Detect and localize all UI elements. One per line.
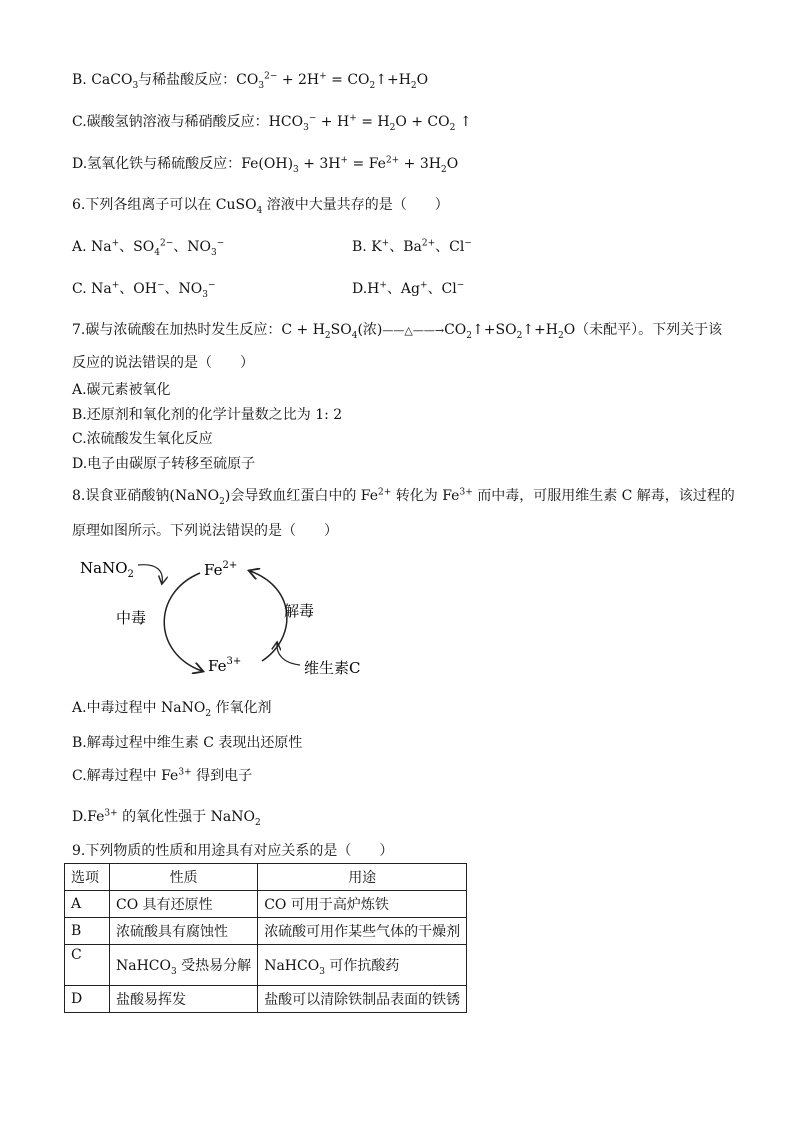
q8-option-b: B.解毒过程中维生素 C 表现出还原性 <box>72 735 303 751</box>
q8-stem: 8.误食亚硝酸钠(NaNO$_2$)会导致血红蛋白中的 $Fe^{2+}$ 转化为 $Fe^{3+}$ 而中毒，可服用维生素 C 解毒，该过程的 <box>72 487 735 507</box>
poisoning-arc <box>164 573 202 671</box>
header-option: 选项 <box>65 864 110 891</box>
poison-label: 中毒 <box>116 609 147 627</box>
q6-option-d: D.H+、Ag+、Cl− <box>352 280 465 297</box>
table-row <box>65 945 467 986</box>
fe2-label: $Fe^{2+}$ <box>204 560 238 579</box>
q5-option-b: B. CaCO$_3$与稀盐酸反应：$CO_3^{2-} + 2H^+$ = $CO_2↑+H_2O$ <box>72 71 429 91</box>
row-option: D <box>65 986 110 1013</box>
q7-option-b: B.还原剂和氧化剂的化学计量数之比为 1: 2 <box>72 407 343 423</box>
vitc-arrow <box>277 643 300 665</box>
q9-table <box>64 863 467 1013</box>
q6-option-c: C. Na+、OH−、$NO_3^-$ <box>72 280 216 300</box>
row-use: 盐酸可以清除铁制品表面的铁锈 <box>258 986 467 1013</box>
row-property: 浓硫酸具有腐蚀性 <box>110 918 258 945</box>
q8-option-d: $D.Fe^{3+}$ 的氧化性强于 NaNO$_2$ <box>72 808 261 828</box>
q7-stem-line2: 反应的说法错误的是（ ） <box>72 355 254 371</box>
vitc-label: 维生素C <box>304 659 361 677</box>
q7-stem: 7.碳与浓硫酸在加热时发生反应：$C + H_2SO_4$(浓)$——\triangle——\to CO_2↑+SO_2↑+H_2O$（未配平）。下列关于该 <box>72 322 723 341</box>
detox-label: 解毒 <box>284 602 315 620</box>
table-row <box>65 891 467 918</box>
row-property: CO 具有还原性 <box>110 891 258 918</box>
row-use: 浓硫酸可用作某些气体的干燥剂 <box>258 918 467 945</box>
header-property: 性质 <box>110 864 258 891</box>
row-property: NaHCO$_3$ 受热易分解 <box>110 945 258 986</box>
table-header-row <box>65 864 467 891</box>
q8-stem-line2: 原理如图所示。下列说法错误的是（ ） <box>72 523 338 539</box>
q7-option-a: A.碳元素被氧化 <box>72 382 171 398</box>
row-option: C <box>65 945 110 986</box>
table-row <box>65 986 467 1013</box>
q6-stem: 6.下列各组离子可以在 CuSO$_4$ 溶液中大量共存的是（ ） <box>72 197 449 216</box>
q5-option-d: D.氢氧化铁与稀硫酸反应：$Fe(OH)_3 + 3H^+ = Fe^{2+} + 3H_2O$ <box>72 155 459 175</box>
q8-cycle-diagram <box>72 553 392 685</box>
q8-option-c: C.解毒过程中 $Fe^{3+}$ 得到电子 <box>72 767 253 784</box>
row-use: CO 可用于高炉炼铁 <box>258 891 467 918</box>
q7-option-c: C.浓硫酸发生氧化反应 <box>72 431 213 447</box>
row-option: A <box>65 891 110 918</box>
row-use: NaHCO$_3$ 可作抗酸药 <box>258 945 467 986</box>
detox-arc <box>250 571 287 661</box>
nano2-label: NaNO$_2$ <box>80 559 134 580</box>
q7-option-d: D.电子由碳原子转移至硫原子 <box>72 456 256 472</box>
q6-option-b: B. K+、$Ba^{2+}$、Cl− <box>352 238 472 255</box>
q9-stem: 9.下列物质的性质和用途具有对应关系的是（ ） <box>72 843 394 859</box>
q8-option-a: A.中毒过程中 NaNO$_2$ 作氧化剂 <box>72 700 272 719</box>
table-row <box>65 918 467 945</box>
q6-option-a: A. Na+、$SO_4^{2-}$、$NO_3^-$ <box>72 238 225 258</box>
q5-option-c: C.碳酸氢钠溶液与稀硝酸反应：$HCO_3^- + H^+ = H_2O + CO_2$ ↑ <box>72 113 472 133</box>
row-option: B <box>65 918 110 945</box>
nano2-arrow <box>138 565 162 583</box>
fe3-label: $Fe^{3+}$ <box>208 656 242 675</box>
header-use: 用途 <box>258 864 467 891</box>
row-property: 盐酸易挥发 <box>110 986 258 1013</box>
